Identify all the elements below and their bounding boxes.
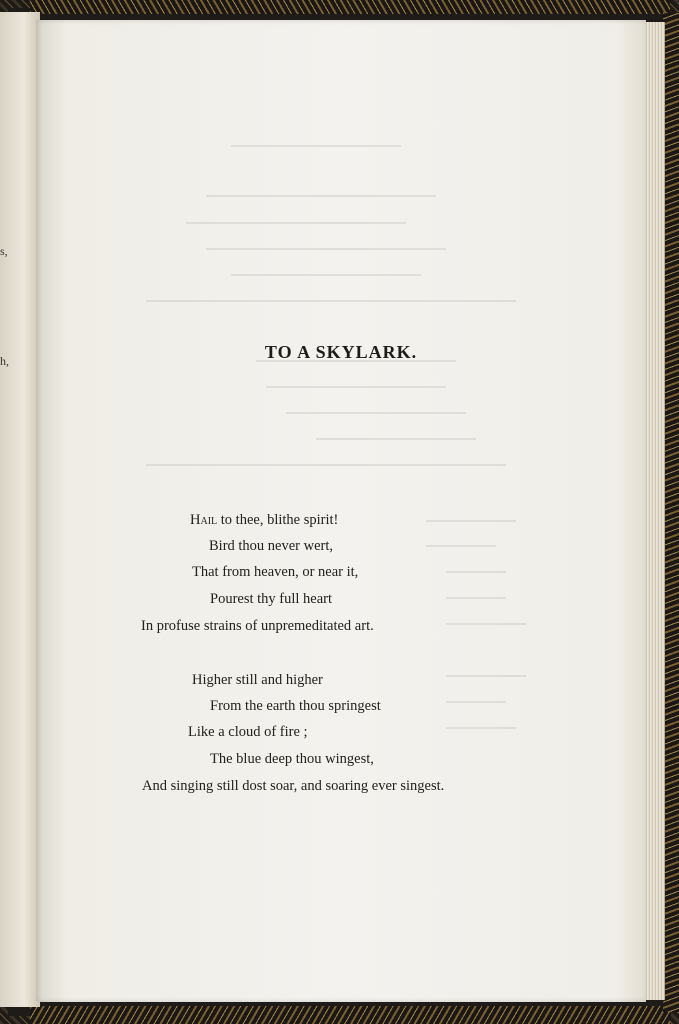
line-text: to thee, blithe spirit!	[217, 512, 339, 528]
stanza2-line5: And singing still dost soar, and soaring ever singest.	[142, 778, 445, 794]
left-page-fragment: h,	[0, 354, 9, 368]
book-page	[36, 20, 646, 1002]
stanza2-line2: From the earth thou springest	[210, 698, 381, 714]
stanza2-line1: Higher still and higher	[192, 672, 323, 688]
gilt-border-bottom	[30, 1006, 670, 1024]
stanza1-line3: That from heaven, or near it,	[192, 564, 359, 580]
left-page-fragment: s,	[0, 244, 8, 258]
initial-word: Hail	[190, 512, 218, 528]
stanza1-line4: Pourest thy full heart	[210, 591, 333, 607]
poem-title: TO A SKYLARK.	[264, 342, 418, 362]
stanza2-line4: The blue deep thou wingest,	[210, 751, 374, 767]
stanza2-line3: Like a cloud of fire ;	[188, 724, 308, 740]
stanza1-line1	[190, 512, 338, 529]
stanza1-line5: In profuse strains of unpremeditated art.	[141, 618, 374, 634]
stanza1-line2: Bird thou never wert,	[209, 538, 334, 554]
left-facing-page	[0, 12, 40, 1007]
gilt-border-right	[663, 12, 679, 1012]
show-through	[36, 20, 646, 1002]
gilt-border-top	[30, 0, 670, 14]
